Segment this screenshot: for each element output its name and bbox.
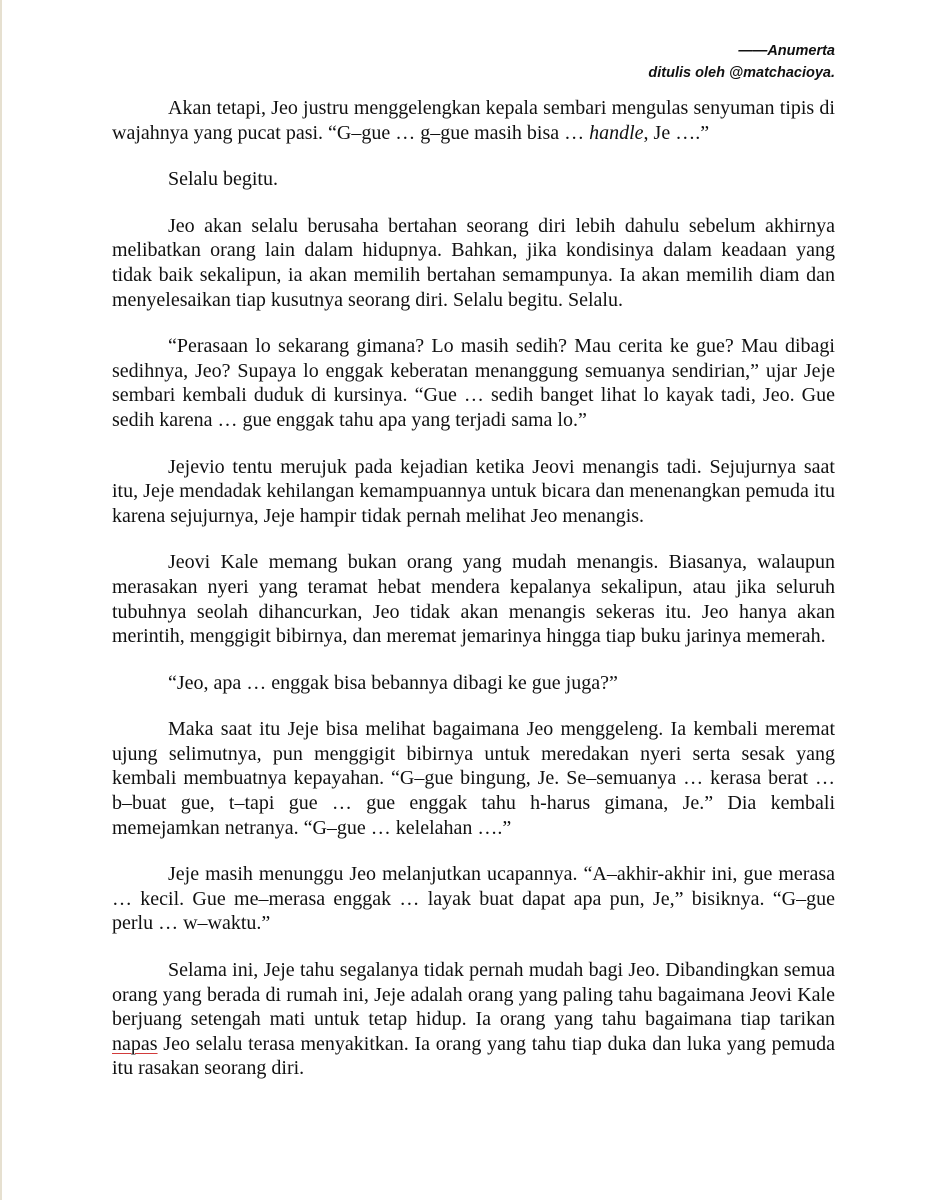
paragraph-7: “Jeo, apa … enggak bisa bebannya dibagi ke gue juga?” <box>168 671 618 694</box>
paragraph-5: Jejevio tentu merujuk pada kejadian ketika Jeovi menangis tadi. Sejujurnya saat itu, Jeje mendadak kehilangan kemampuannya untuk bicara dan menenangkan pemuda itu karena sejujurnya, Jeje hampir tidak pernah melihat Jeo menangis. <box>112 455 835 527</box>
page-header <box>648 40 835 84</box>
page-edge-divider <box>0 0 2 1200</box>
paragraph-8: Maka saat itu Jeje bisa melihat bagaimana Jeo menggeleng. Ia kembali meremat ujung selimutnya, pun menggigit bibirnya untuk meredakan nyeri serta sesak yang kembali membuatnya kepayahan. “G–gue bingung, Je. Se–semuanya … kerasa berat … b–buat gue, t–tapi gue … gue enggak tahu h-harus gimana, Je.” Dia kembali memejamkan netranya. “G–gue … kelelahan ….” <box>112 718 835 839</box>
document-body <box>112 96 835 1103</box>
paragraph-9: Jeje masih menunggu Jeo melanjutkan ucapannya. “A–akhir-akhir ini, gue merasa … kecil. Gue me–merasa enggak … layak buat dapat apa pun, Je,” bisiknya. “G–gue perlu … w–waktu.” <box>112 863 835 935</box>
paragraph-6: Jeovi Kale memang bukan orang yang mudah menangis. Biasanya, walaupun merasakan nyeri yang teramat hebat mendera kepalanya sekalipun, atau jika seluruh tubuhnya seolah dihancurkan, Jeo tidak akan menangis sekeras itu. Jeo hanya akan merintih, menggigit bibirnya, dan meremat jemarinya hingga tiap buku jarinya memerah. <box>112 551 835 648</box>
header-author: ditulis oleh @matchacioya. <box>648 65 835 81</box>
spellcheck-underlined-word: napas <box>112 1032 158 1055</box>
paragraph-4: “Perasaan lo sekarang gimana? Lo masih sedih? Mau cerita ke gue? Mau dibagi sedihnya, Jeo? Supaya lo enggak keberatan menanggung semuanya sendirian,” ujar Jeje sembari kembali duduk di kursinya. “Gue … sedih banget lihat lo kayak tadi, Jeo. Gue sedih karena … gue enggak tahu apa yang terjadi sama lo.” <box>112 335 835 431</box>
paragraph-1 <box>112 96 835 145</box>
paragraph-10-text-before: Selama ini, Jeje tahu segalanya tidak pernah mudah bagi Jeo. Dibandingkan semua orang yang berada di rumah ini, Jeje adalah orang yang paling tahu bagaimana Jeovi Kale berjuang setengah mati untuk tetap hidup. Ia orang yang tahu bagaimana tiap tarikan <box>112 959 835 1031</box>
paragraph-1-text-after: , Je ….” <box>643 121 710 144</box>
paragraph-10-text-after: Jeo selalu terasa menyakitkan. Ia orang yang tahu tiap duka dan luka yang pemuda itu rasakan seorang diri. <box>112 1032 835 1080</box>
paragraph-1-italic-word: handle <box>589 121 644 144</box>
paragraph-1-text-before: Akan tetapi, Jeo justru menggelengkan kepala sembari mengulas senyuman tipis di wajahnya yang pucat pasi. “G–gue … g–gue masih bisa … <box>112 97 835 144</box>
header-title: ——Anumerta <box>738 43 835 59</box>
paragraph-2: Selalu begitu. <box>168 168 278 191</box>
paragraph-3: Jeo akan selalu berusaha bertahan seorang diri lebih dahulu sebelum akhirnya melibatkan orang lain dalam hidupnya. Bahkan, jika kondisinya dalam keadaan yang tidak baik sekalipun, ia akan memilih bertahan semampunya. Ia akan memilih diam dan menyelesaikan tiap kusutnya seorang diri. Selalu begitu. Selalu. <box>112 214 835 311</box>
paragraph-10 <box>112 958 835 1081</box>
